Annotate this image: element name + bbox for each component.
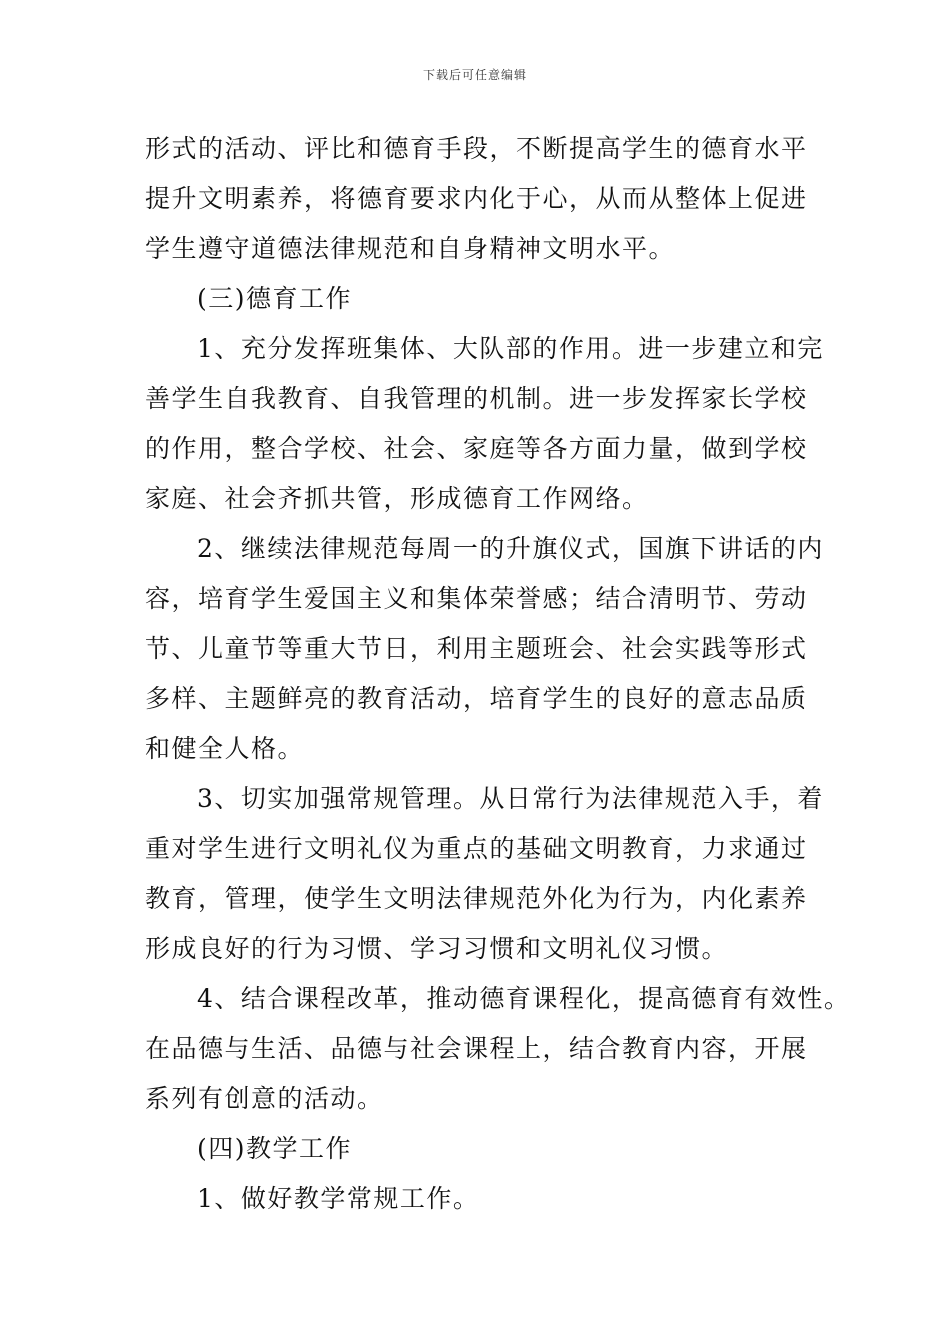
text-line: 节、儿童节等重大节日，利用主题班会、社会实践等形式 (145, 634, 808, 663)
document-body (145, 124, 851, 1224)
text-line: 在品德与生活、品德与社会课程上，结合教育内容，开展 (145, 1034, 808, 1063)
section-heading: (三)德育工作 (197, 284, 353, 313)
text-line: 和健全人格。 (145, 734, 305, 763)
text-line: 提升文明素养，将德育要求内化于心，从而从整体上促进 (145, 184, 808, 213)
text-line: 4、结合课程改革，推动德育课程化，提高德育有效性。 (197, 984, 851, 1013)
text-line: 容，培育学生爱国主义和集体荣誉感；结合清明节、劳动 (145, 584, 808, 613)
text-line: 多样、主题鲜亮的教育活动，培育学生的良好的意志品质 (145, 684, 808, 713)
text-line: 形式的活动、评比和德育手段，不断提高学生的德育水平 (145, 134, 808, 163)
text-line: 3、切实加强常规管理。从日常行为法律规范入手，着 (197, 784, 824, 813)
text-line: 重对学生进行文明礼仪为重点的基础文明教育，力求通过 (145, 834, 808, 863)
text-line: 教育，管理，使学生文明法律规范外化为行为，内化素养 (145, 884, 808, 913)
text-line: 1、充分发挥班集体、大队部的作用。进一步建立和完 (197, 334, 824, 363)
section-heading: (四)教学工作 (197, 1134, 353, 1163)
text-line: 学生遵守道德法律规范和自身精神文明水平。 (145, 234, 676, 263)
text-line: 家庭、社会齐抓共管，形成德育工作网络。 (145, 484, 649, 513)
text-line: 的作用，整合学校、社会、家庭等各方面力量，做到学校 (145, 434, 808, 463)
text-line: 善学生自我教育、自我管理的机制。进一步发挥家长学校 (145, 384, 808, 413)
text-line: 系列有创意的活动。 (145, 1084, 384, 1113)
text-line: 2、继续法律规范每周一的升旗仪式，国旗下讲话的内 (197, 534, 824, 563)
text-line: 1、做好教学常规工作。 (197, 1184, 480, 1213)
page-header-note: 下载后可任意编辑 (422, 68, 527, 82)
text-line: 形成良好的行为习惯、学习习惯和文明礼仪习惯。 (145, 934, 729, 963)
